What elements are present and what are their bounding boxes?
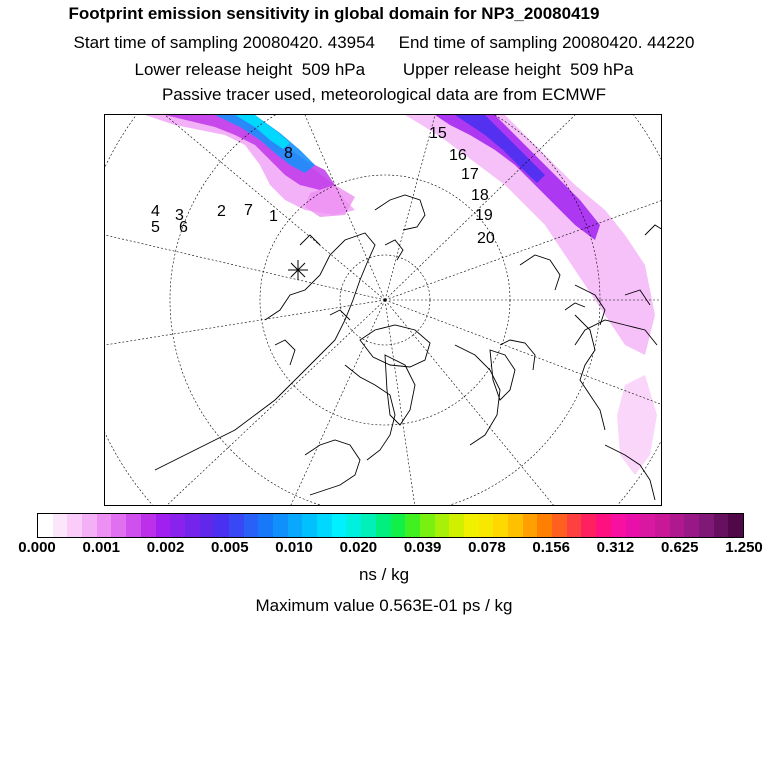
color-scale-bar xyxy=(37,513,744,538)
color-scale-cell xyxy=(728,514,743,537)
trajectory-label-2: 2 xyxy=(217,203,226,220)
color-scale-tick-label: 0.001 xyxy=(82,539,121,556)
trajectory-label-15: 15 xyxy=(429,125,447,142)
color-scale-cell xyxy=(361,514,376,537)
color-scale-cell xyxy=(655,514,670,537)
color-scale-cell xyxy=(244,514,259,537)
color-scale-cell xyxy=(332,514,347,537)
color-scale-cell xyxy=(508,514,523,537)
color-scale-tick-label: 0.005 xyxy=(211,539,249,556)
trajectory-label-19: 19 xyxy=(475,207,493,224)
color-scale-tick-label: 0.156 xyxy=(532,539,570,556)
color-scale-cell xyxy=(581,514,596,537)
color-scale-cell xyxy=(38,514,53,537)
plot-title: Footprint emission sensitivity in global domain for NP3_20080419 xyxy=(68,4,600,23)
color-scale-tick-label: 1.250 xyxy=(725,539,763,556)
color-scale-tick-label: 0.002 xyxy=(146,539,185,556)
color-scale-cell xyxy=(391,514,406,537)
color-scale-cell xyxy=(699,514,714,537)
color-scale-cell xyxy=(317,514,332,537)
color-scale-cell xyxy=(596,514,611,537)
color-scale-cell xyxy=(214,514,229,537)
color-scale-cell xyxy=(479,514,494,537)
color-scale-cell xyxy=(97,514,112,537)
release-star-marker xyxy=(288,260,308,280)
color-scale-tick-label: 0.020 xyxy=(339,539,378,556)
color-scale-cell xyxy=(111,514,126,537)
color-scale-cell xyxy=(273,514,288,537)
trajectory-label-20: 20 xyxy=(477,230,495,247)
color-scale-cell xyxy=(170,514,185,537)
color-scale-cell xyxy=(640,514,655,537)
map-canvas xyxy=(105,115,662,506)
trajectory-label-7: 7 xyxy=(244,202,253,219)
graticule xyxy=(105,115,662,506)
color-scale-cell xyxy=(200,514,215,537)
color-scale-cell xyxy=(126,514,141,537)
color-scale-cell xyxy=(67,514,82,537)
color-scale-tick-label: 0.010 xyxy=(275,539,313,556)
color-scale-cell xyxy=(714,514,729,537)
color-scale-cell xyxy=(156,514,171,537)
color-scale-cell xyxy=(537,514,552,537)
color-scale-cell xyxy=(405,514,420,537)
max-value-label: Maximum value 0.563E-01 ps / kg xyxy=(255,596,513,615)
color-scale-cell xyxy=(302,514,317,537)
color-scale-cell xyxy=(464,514,479,537)
color-scale-cell xyxy=(626,514,641,537)
color-scale-cell xyxy=(288,514,303,537)
color-scale-cell xyxy=(670,514,685,537)
trajectory-label-5: 5 xyxy=(151,219,160,236)
sensitivity-plume xyxy=(145,115,657,475)
trajectory-label-18: 18 xyxy=(471,187,489,204)
trajectory-label-6: 6 xyxy=(179,219,188,236)
color-scale-cell xyxy=(567,514,582,537)
trajectory-label-4: 4 xyxy=(151,203,160,220)
trajectory-label-16: 16 xyxy=(449,147,467,164)
color-scale-cell xyxy=(449,514,464,537)
tracer-info-line: Passive tracer used, meteorological data are from ECMWF xyxy=(161,85,607,104)
color-scale-cell xyxy=(523,514,538,537)
color-scale-cell xyxy=(141,514,156,537)
color-scale-cell xyxy=(346,514,361,537)
trajectory-label-3: 3 xyxy=(175,207,184,224)
color-scale-cell xyxy=(684,514,699,537)
color-scale-cell xyxy=(493,514,508,537)
units-label: ns / kg xyxy=(358,565,410,584)
release-height-line: Lower release height 509 hPa Upper release height 509 hPa xyxy=(134,60,634,79)
color-scale-tick-label: 0.625 xyxy=(660,539,699,556)
trajectory-label-8: 8 xyxy=(284,145,293,162)
polar-map xyxy=(104,114,662,506)
trajectory-label-1: 1 xyxy=(269,208,278,225)
color-scale-cell xyxy=(435,514,450,537)
color-scale-tick-label: 0.000 xyxy=(18,539,56,556)
color-scale-tick-label: 0.312 xyxy=(596,539,635,556)
color-scale-cell xyxy=(185,514,200,537)
trajectory-label-17: 17 xyxy=(461,166,479,183)
sampling-time-line: Start time of sampling 20080420. 43954 End time of sampling 20080420. 44220 xyxy=(73,33,695,52)
color-scale-cell xyxy=(611,514,626,537)
color-scale-cell xyxy=(376,514,391,537)
color-scale-cell xyxy=(53,514,68,537)
color-scale-cell xyxy=(420,514,435,537)
color-scale-cell xyxy=(229,514,244,537)
color-scale-cell xyxy=(552,514,567,537)
color-scale-cell xyxy=(82,514,97,537)
color-scale-tick-label: 0.039 xyxy=(403,539,442,556)
color-scale-tick-label: 0.078 xyxy=(468,539,506,556)
color-scale-cell xyxy=(258,514,273,537)
